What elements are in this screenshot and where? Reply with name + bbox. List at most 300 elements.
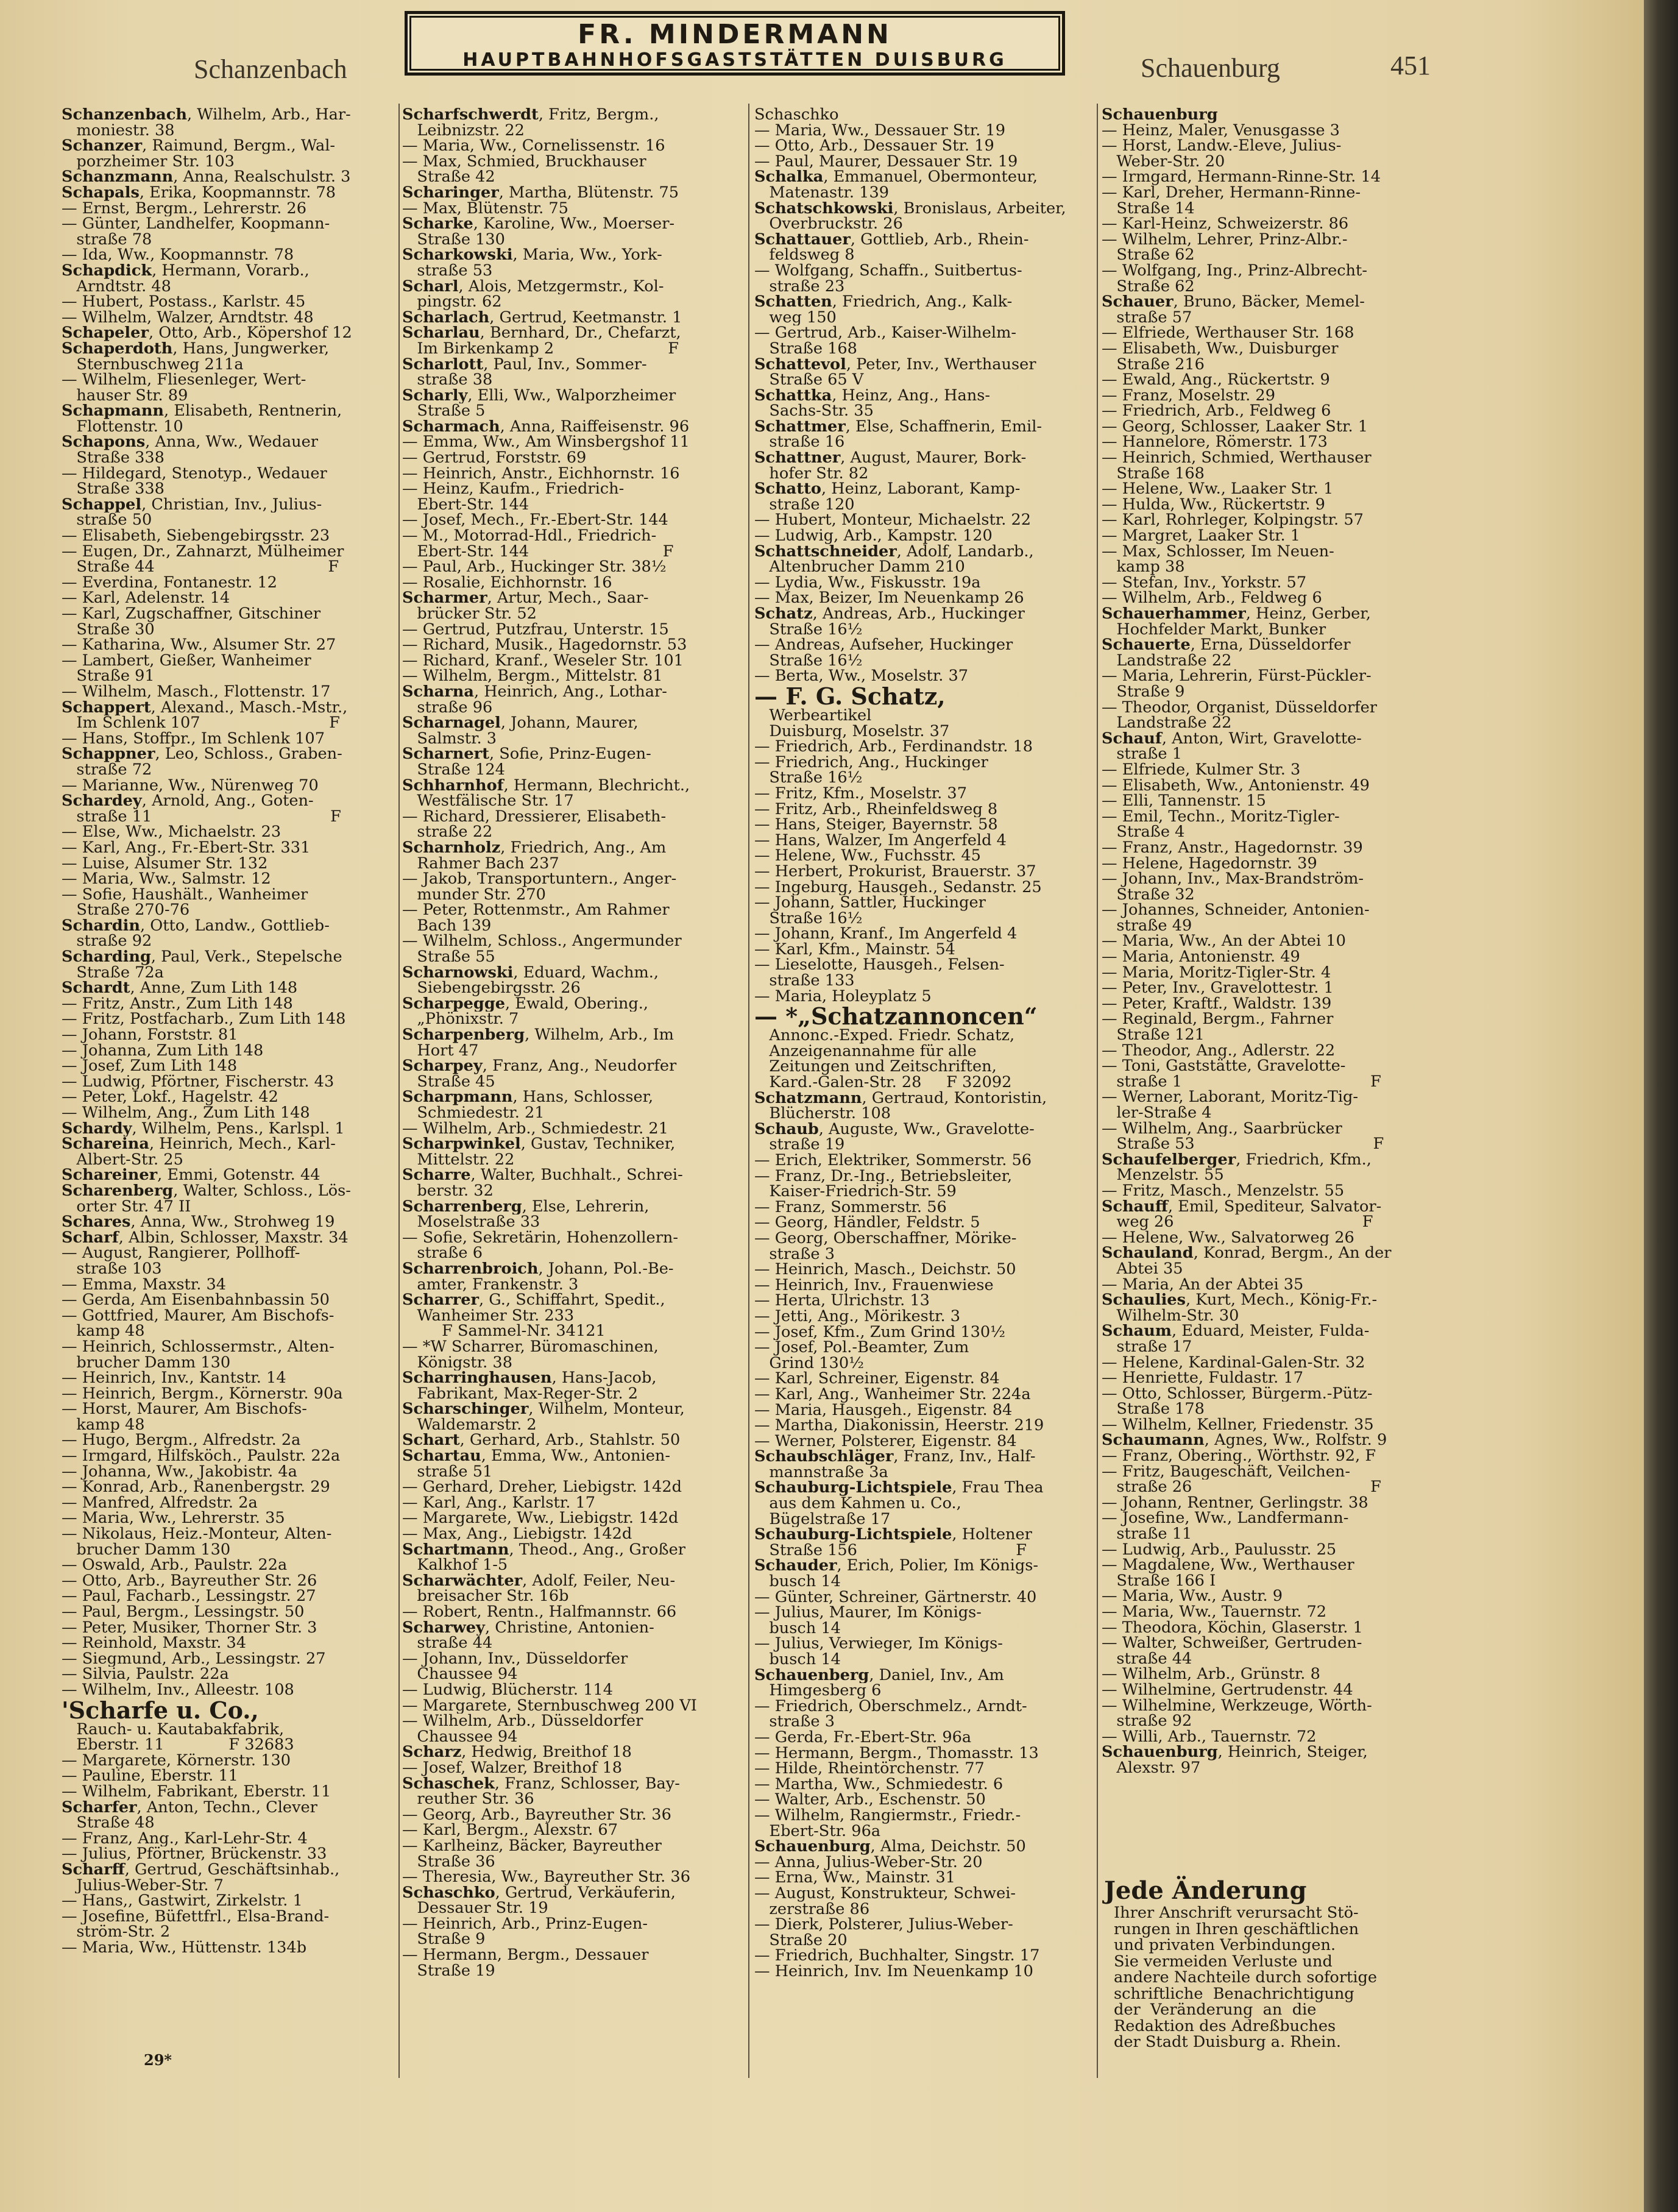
directory-entry: Schatschkowski, Bronislaus, Arbeiter, [754,200,1066,217]
directory-entry: straße 26 F [1102,1480,1381,1495]
directory-entry: — Sofie, Sekretärin, Hohenzollern- [402,1230,679,1246]
directory-entry: busch 14 [754,1574,841,1590]
directory-entry: „Phönixstr. 7 [402,1012,519,1028]
directory-entry: 'Scharfe u. Co., [62,1698,259,1722]
directory-entry: — Otto, Schlosser, Bürgerm.-Pütz- [1102,1386,1373,1402]
directory-entry: Schapeler, Otto, Arb., Köpershof 12 [62,325,352,341]
directory-entry: berstr. 32 [402,1183,494,1199]
directory-entry: straße 57 [1102,310,1192,326]
directory-entry: Schaumann, Agnes, Ww., Rolfstr. 9 [1102,1433,1387,1449]
directory-entry: Scharl, Alois, Metzgermstr., Kol- [402,278,664,295]
directory-entry: — Erna, Ww., Mainstr. 31 [754,1870,956,1886]
directory-entry: — Heinrich, Masch., Deichstr. 50 [754,1262,1016,1278]
directory-entry: brucher Damm 130 [62,1542,231,1558]
directory-entry: Scharlott, Paul, Inv., Sommer- [402,356,647,373]
directory-entry: Kaiser-Friedrich-Str. 59 [754,1184,957,1200]
directory-entry: — Heinz, Maler, Venusgasse 3 [1102,122,1340,139]
directory-entry: Scharnholz, Friedrich, Ang., Am [402,840,667,856]
directory-entry: busch 14 [754,1652,841,1668]
directory-entry: — Maria, Ww., Lehrerstr. 35 [62,1511,285,1527]
directory-entry: straße 92 [62,934,152,950]
directory-entry: feldsweg 8 [754,247,855,263]
directory-entry: — Franz, Obering., Wörthstr. 92, F [1102,1448,1376,1464]
directory-entry: kamp 38 [1102,559,1185,575]
directory-entry: Im Birkenkamp 2 F [402,341,679,357]
directory-entry: straße 78 [62,232,152,248]
directory-entry: straße 133 [754,973,855,989]
directory-entry: — Karl, Dreher, Hermann-Rinne- [1102,185,1361,201]
directory-entry: Wanheimer Str. 233 [402,1308,575,1324]
directory-entry: — Lambert, Gießer, Wanheimer [62,653,311,669]
directory-entry: — Maria, Lehrerin, Fürst-Pückler- [1102,668,1372,684]
directory-entry: — Robert, Rentn., Halfmannstr. 66 [402,1604,677,1620]
directory-entry: breisacher Str. 16b [402,1589,569,1604]
directory-entry: hofer Str. 82 [754,466,869,482]
directory-entry: Menzelstr. 55 [1102,1168,1224,1183]
directory-entry: — Max, Schlosser, Im Neuen- [1102,544,1334,560]
directory-entry: Schanzenbach, Wilhelm, Arb., Har- [62,107,351,123]
directory-entry: straße 19 [754,1137,845,1153]
directory-entry: — Margret, Laaker Str. 1 [1102,528,1301,544]
directory-entry: — Wilhelm, Lehrer, Prinz-Albr.- [1102,232,1348,248]
column-3 [754,107,1092,1979]
directory-entry: — Stefan, Inv., Yorkstr. 57 [1102,575,1307,591]
directory-entry: Eberstr. 11 F 32683 [62,1737,294,1753]
directory-entry: straße 3 [754,1246,835,1263]
directory-entry: — Maria, Ww., Austr. 9 [1102,1589,1283,1604]
directory-entry: — F. G. Schatz, [754,684,946,708]
notice-line: der Veränderung an die [1114,2001,1317,2019]
directory-entry: — Paul, Bergm., Lessingstr. 50 [62,1604,305,1620]
directory-entry: Schattka, Heinz, Ang., Hans- [754,388,990,404]
directory-entry: — Dierk, Polsterer, Julius-Weber- [754,1917,1013,1933]
directory-entry: — Maria, Antonienstr. 49 [1102,949,1300,965]
directory-entry: Straße 48 [62,1815,155,1831]
directory-entry: — Georg, Händler, Feldstr. 5 [754,1215,980,1231]
notice-line: andere Nachteile durch sofortige [1114,1968,1378,1987]
directory-entry: — Silvia, Paulstr. 22a [62,1667,229,1682]
directory-entry: Straße 16½ [754,653,863,669]
directory-entry: — Karl, Zugschaffner, Gitschiner [62,606,321,622]
directory-entry: Julius-Weber-Str. 7 [62,1877,224,1894]
directory-entry: brücker Str. 52 [402,606,537,622]
directory-entry: — Peter, Inv., Gravelottestr. 1 [1102,980,1334,996]
directory-entry: — Helene, Kardinal-Galen-Str. 32 [1102,1355,1365,1371]
directory-entry: — Günter, Schreiner, Gärtnerstr. 40 [754,1589,1037,1606]
directory-entry: — Ingeburg, Hausgeh., Sedanstr. 25 [754,879,1042,896]
notice-line: rungen in Ihren geschäftlichen [1114,1920,1359,1938]
directory-entry: Scharding, Paul, Verk., Stepelsche [62,949,342,965]
directory-entry: Straße 44 F [62,559,339,575]
directory-entry: Schattschneider, Adolf, Landarb., [754,544,1034,560]
directory-entry: straße 6 [402,1246,483,1261]
directory-entry: Scharre, Walter, Buchhalt., Schrei- [402,1168,683,1183]
directory-entry: Scharrenbroich, Johann, Pol.-Be- [402,1261,674,1277]
directory-entry: Schatto, Heinz, Laborant, Kamp- [754,481,1021,497]
directory-entry: Himgesberg 6 [754,1683,882,1699]
directory-entry: — Margarete, Körnerstr. 130 [62,1753,291,1769]
directory-entry: Scharenberg, Walter, Schloss., Lös- [62,1183,351,1199]
directory-entry: Schaschko [754,107,839,123]
directory-entry: — Wilhelm, Fabrikant, Eberstr. 11 [62,1784,331,1800]
directory-entry: — Erich, Elektriker, Sommerstr. 56 [754,1153,1032,1169]
directory-entry: — Martha, Diakonissin, Heerstr. 219 [754,1418,1044,1434]
directory-entry: Schanzer, Raimund, Bergm., Wal- [62,138,336,154]
directory-entry: pingstr. 62 [402,294,502,310]
directory-entry: Schharnhof, Hermann, Blechricht., [402,778,690,794]
directory-entry: — M., Motorrad-Hdl., Friedrich- [402,528,657,544]
directory-entry: Schauder, Erich, Polier, Im Königs- [754,1558,1038,1575]
directory-entry: Schanzmann, Anna, Realschulstr. 3 [62,169,351,185]
directory-entry: — Johann, Inv., Max-Brandström- [1102,871,1364,887]
directory-entry: Grind 130½ [754,1355,864,1372]
page-number: 451 [1390,51,1431,80]
directory-entry: Straße 9 [1102,684,1185,700]
directory-entry: — Gottfried, Maurer, Am Bischofs- [62,1308,335,1324]
directory-entry: — Hannelore, Römerstr. 173 [1102,434,1328,451]
directory-entry: Straße 14 [1102,200,1195,217]
change-notice [1104,1877,1438,2051]
directory-entry: — Walter, Arb., Eschenstr. 50 [754,1792,986,1808]
directory-entry: kamp 48 [62,1324,145,1339]
directory-entry: — Josefine, Büfettfrl., Elsa-Brand- [62,1909,330,1925]
running-head-left: Schanzenbach [194,54,347,84]
directory-entry: Schauenberg, Daniel, Inv., Am [754,1667,1004,1684]
directory-entry: Schauburg-Lichtspiele, Holtener [754,1527,1032,1543]
notice-line: und privaten Verbindungen. [1114,1936,1336,1954]
directory-entry: Schattner, August, Maurer, Bork- [754,450,1027,466]
column-2 [402,107,740,1979]
directory-entry: Schatten, Friedrich, Ang., Kalk- [754,294,1013,310]
directory-entry: Schaubschläger, Franz, Inv., Half- [754,1449,1036,1465]
directory-entry: Scharfer, Anton, Techn., Clever [62,1799,317,1816]
directory-entry: Straße 168 [1102,466,1205,482]
directory-entry: — Max, Blütenstr. 75 [402,200,568,217]
directory-entry: — Paul, Maurer, Dessauer Str. 19 [754,154,1018,170]
directory-entry: — Gerda, Fr.-Ebert-Str. 96a [754,1729,972,1746]
directory-entry: — Maria, Ww., Hüttenstr. 134b [62,1940,307,1956]
directory-entry: Scharly, Elli, Ww., Walporzheimer [402,388,676,404]
directory-entry: — Emma, Ww., Am Winsbergshof 11 [402,434,690,451]
directory-entry: — Wilhelm, Rangiermstr., Friedr.- [754,1807,1021,1824]
directory-entry: — Walter, Schweißer, Gertruden- [1102,1636,1362,1651]
directory-entry: Flottenstr. 10 [62,419,183,435]
directory-entry: — Irmgard, Hilfsköch., Paulstr. 22a [62,1448,341,1464]
directory-entry: Weber-Str. 20 [1102,154,1225,170]
directory-entry: — Herta, Ulrichstr. 13 [754,1293,930,1309]
directory-entry: Anzeigenannahme für alle [754,1043,977,1060]
directory-entry: — Jakob, Transportuntern., Anger- [402,871,677,887]
directory-entry: — Maria, Moritz-Tigler-Str. 4 [1102,965,1331,981]
directory-entry: — Margarete, Sternbuschweg 200 VI [402,1698,697,1714]
directory-entry: — Friedrich, Oberschmelz., Arndt- [754,1698,1027,1715]
directory-entry: Schaufelberger, Friedrich, Kfm., [1102,1152,1372,1168]
directory-entry: Schardt, Anne, Zum Lith 148 [62,980,298,996]
directory-entry: Schardey, Arnold, Ang., Goten- [62,793,314,809]
directory-entry: Schauenburg, Alma, Deichstr. 50 [754,1839,1026,1855]
directory-entry: Scharpey, Franz, Ang., Neudorfer [402,1058,677,1074]
directory-entry: — Karl, Ang., Fr.-Ebert-Str. 331 [62,840,311,856]
directory-entry: — Karl, Ang., Wanheimer Str. 224a [754,1386,1031,1403]
directory-entry: Overbruckstr. 26 [754,216,903,232]
directory-entry: zerstraße 86 [754,1901,870,1918]
directory-entry: — Heinrich, Inv., Kantstr. 14 [62,1370,286,1386]
directory-entry: — Hans, Stoffpr., Im Schlenk 107 [62,731,325,747]
directory-entry: Im Schlenk 107 F [62,715,340,731]
directory-entry: orter Str. 47 II [62,1199,191,1215]
directory-entry: — Johannes, Schneider, Antonien- [1102,902,1370,918]
directory-entry: — Josef, Kfm., Zum Grind 130½ [754,1324,1005,1341]
directory-entry: — Werner, Polsterer, Eigenstr. 84 [754,1433,1017,1450]
directory-entry: Schappner, Leo, Schloss., Graben- [62,746,342,762]
directory-entry: Straße 166 I [1102,1573,1216,1589]
directory-entry: Straße 156 F [754,1542,1027,1559]
directory-entry: straße 23 [754,278,845,295]
directory-entry: — Elisabeth, Siebengebirgsstr. 23 [62,528,330,544]
notice-line: Sie vermeiden Verluste und [1114,1952,1333,1971]
directory-entry: — Heinrich, Arb., Prinz-Eugen- [402,1916,648,1932]
directory-entry: — Else, Ww., Michaelstr. 23 [62,824,281,840]
directory-entry: Scharmer, Artur, Mech., Saar- [402,590,649,606]
header-advertisement [405,11,1065,76]
directory-entry: — Elfriede, Kulmer Str. 3 [1102,762,1301,778]
directory-entry: — Johann, Sattler, Huckinger [754,895,986,911]
directory-entry: — Richard, Musik., Hagedornstr. 53 [402,637,687,653]
directory-entry: — Richard, Kranf., Weseler Str. 101 [402,653,684,669]
directory-entry: Straße 42 [402,169,495,185]
directory-entry: — *„Schatzannoncen“ [754,1004,1038,1029]
directory-entry: Westfälische Str. 17 [402,793,574,809]
directory-entry: — Heinrich, Schlossermstr., Alten- [62,1339,335,1355]
directory-entry: Straße 5 [402,403,486,419]
directory-entry: Straße 4 [1102,824,1185,840]
directory-entry: — *W Scharrer, Büromaschinen, [402,1339,659,1355]
directory-entry: — Friedrich, Buchhalter, Singstr. 17 [754,1948,1040,1964]
directory-entry: — Magdalene, Ww., Werthauser [1102,1558,1354,1573]
directory-entry: Schatzmann, Gertraud, Kontoristin, [754,1090,1047,1107]
directory-entry: straße 38 [402,372,493,388]
directory-entry: Scharff, Gertrud, Geschäftsinhab., [62,1862,340,1878]
directory-entry: Landstraße 22 [1102,715,1232,731]
directory-entry: — Johann, Rentner, Gerlingstr. 38 [1102,1495,1368,1511]
directory-entry: — Berta, Ww., Moselstr. 37 [754,668,969,684]
directory-entry: — Gerda, Am Eisenbahnbassin 50 [62,1292,330,1308]
directory-entry: — Emma, Maxstr. 34 [62,1277,227,1293]
directory-entry: — Gertrud, Arb., Kaiser-Wilhelm- [754,325,1017,341]
directory-entry: — Georg, Oberschaffner, Mörike- [754,1230,1017,1247]
directory-entry: Matenastr. 139 [754,185,890,201]
directory-entry: — Heinrich, Bergm., Körnerstr. 90a [62,1386,343,1402]
directory-entry: Kard.-Galen-Str. 28 F 32092 [754,1075,1012,1091]
directory-entry: — Friedrich, Arb., Feldweg 6 [1102,403,1331,419]
directory-entry: Waldemarstr. 2 [402,1417,537,1433]
directory-entry: — Theodor, Ang., Adlerstr. 22 [1102,1043,1336,1059]
directory-entry: — Willi, Arb., Tauernstr. 72 [1102,1729,1317,1745]
directory-entry: — Gertrud, Forststr. 69 [402,450,587,466]
directory-entry: Scharmach, Anna, Raiffeisenstr. 96 [402,419,690,435]
directory-entry: — Karl, Schreiner, Eigenstr. 84 [754,1371,1000,1387]
directory-entry: Scharke, Karoline, Ww., Moerser- [402,216,675,232]
directory-entry: — Georg, Arb., Bayreuther Str. 36 [402,1807,671,1823]
directory-entry: straße 16 [754,434,845,451]
directory-entry: — Julius, Verwieger, Im Königs- [754,1636,1003,1652]
directory-entry: — Hubert, Monteur, Michaelstr. 22 [754,512,1032,529]
column-rule [748,104,749,2078]
directory-entry: Altenbrucher Damm 210 [754,559,965,575]
directory-entry: Scharlau, Bernhard, Dr., Chefarzt, [402,325,681,341]
directory-entry: — Julius, Maurer, Im Königs- [754,1605,982,1621]
directory-entry: Mittelstr. 22 [402,1152,515,1168]
directory-entry: Schappel, Christian, Inv., Julius- [62,497,322,513]
notice-line: Ihrer Anschrift verursacht Stö- [1114,1904,1359,1922]
directory-entry: Hochfelder Markt, Bunker [1102,622,1326,638]
directory-entry: Schatz, Andreas, Arb., Huckinger [754,606,1025,622]
directory-entry: brucher Damm 130 [62,1355,231,1371]
directory-entry: Straße 9 [402,1932,486,1948]
directory-entry: — Helene, Ww., Laaker Str. 1 [1102,481,1334,497]
directory-entry: — Marianne, Ww., Nürenweg 70 [62,778,319,794]
directory-entry: — Josef, Zum Lith 148 [62,1058,238,1074]
directory-entry: straße 51 [402,1464,493,1480]
directory-entry: Bach 139 [402,918,492,934]
directory-entry: — Sofie, Haushält., Wanheimer [62,887,308,903]
directory-entry: Straße 168 [754,341,857,357]
directory-entry: — Horst, Landw.-Eleve, Julius- [1102,138,1342,154]
directory-entry: — Gertrud, Putzfrau, Unterstr. 15 [402,622,669,638]
directory-entry: Scharlach, Gertrud, Keetmanstr. 1 [402,310,682,326]
directory-entry: — Hildegard, Stenotyp., Wedauer [62,466,327,482]
directory-entry: — Wilhelm, Ang., Zum Lith 148 [62,1105,310,1121]
directory-entry: Schauerhammer, Heinz, Gerber, [1102,606,1371,622]
directory-entry: Scharf, Albin, Schlosser, Maxstr. 34 [62,1230,349,1246]
directory-entry: Schauff, Emil, Spediteur, Salvator- [1102,1199,1382,1215]
directory-entry: — Johanna, Zum Lith 148 [62,1043,264,1059]
directory-entry: Ebert-Str. 96a [754,1823,881,1840]
directory-entry: — Heinrich, Inv., Frauenwiese [754,1277,994,1294]
signature-mark: 29* [144,2051,172,2069]
directory-entry: — Friedrich, Arb., Ferdinandstr. 18 [754,739,1033,755]
directory-entry: straße 44 [402,1636,493,1651]
directory-entry: — Wilhelmine, Werkzeuge, Wörth- [1102,1698,1372,1714]
directory-entry: Straße 216 [1102,356,1205,373]
directory-entry: Duisburg, Moselstr. 37 [754,723,950,740]
directory-entry: — Fritz, Postfacharb., Zum Lith 148 [62,1012,346,1028]
directory-entry: straße 120 [754,497,855,513]
directory-entry: — Maria, An der Abtei 35 [1102,1277,1304,1293]
directory-entry: — Johann, Inv., Düsseldorfer [402,1651,628,1667]
directory-entry: — Ludwig, Arb., Paulusstr. 25 [1102,1542,1337,1558]
directory-entry: Chaussee 94 [402,1729,518,1745]
directory-entry: Leibnizstr. 22 [402,122,525,139]
directory-entry: Straße 19 [402,1963,495,1979]
directory-entry: — Josef, Pol.-Beamter, Zum [754,1340,969,1356]
directory-entry: busch 14 [754,1620,841,1637]
directory-entry: — Pauline, Eberstr. 11 [62,1768,238,1784]
directory-entry: F Sammel-Nr. 34121 [402,1324,606,1339]
directory-entry: — Paul, Arb., Huckinger Str. 38½ [402,559,667,575]
directory-entry: Scharrer, G., Schiffahrt, Spedit., [402,1292,665,1308]
directory-entry: — Johann, Kranf., Im Angerfeld 4 [754,926,1018,942]
directory-entry: Schaub, Auguste, Ww., Gravelotte- [754,1121,1035,1138]
directory-entry: Werbeartikel [754,707,872,724]
directory-entry: — Wilhelm, Arb., Grünstr. 8 [1102,1667,1320,1682]
directory-entry: — Maria, Holeyplatz 5 [754,988,932,1005]
directory-entry: — Heinrich, Schmied, Werthauser [1102,450,1372,466]
directory-entry: — Martha, Ww., Schmiedestr. 6 [754,1776,1004,1793]
directory-entry: straße 49 [1102,918,1192,934]
directory-entry: — Hilde, Rheintörchenstr. 77 [754,1761,985,1777]
directory-entry: — Julius, Pförtner, Brückenstr. 33 [62,1846,327,1862]
directory-entry: — Karl, Rohrleger, Kolpingstr. 57 [1102,512,1364,529]
directory-entry: Siebengebirgsstr. 26 [402,980,581,996]
directory-entry: Schaum, Eduard, Meister, Fulda- [1102,1324,1370,1339]
directory-entry: Schapals, Erika, Koopmannstr. 78 [62,185,336,201]
directory-entry: Kalkhof 1-5 [402,1558,508,1573]
directory-entry: Albert-Str. 25 [62,1152,183,1168]
directory-entry: — Henriette, Fuldastr. 17 [1102,1370,1303,1386]
notice-line: schriftliche Benachrichtigung [1114,1984,1354,2003]
directory-entry: — Hermann, Bergm., Thomasstr. 13 [754,1745,1039,1762]
directory-entry: ler-Straße 4 [1102,1105,1212,1121]
directory-entry: aus dem Kahmen u. Co., [754,1496,961,1512]
directory-entry: — Theodora, Köchin, Glaserstr. 1 [1102,1620,1363,1636]
directory-entry: — Fritz, Anstr., Zum Lith 148 [62,996,293,1012]
directory-entry: straße 72 [62,762,152,778]
directory-entry: Arndtstr. 48 [62,278,171,295]
directory-entry: Schartmann, Theod., Ang., Großer [402,1542,685,1558]
directory-entry: Straße 62 [1102,247,1195,263]
directory-entry: — Hugo, Bergm., Alfredstr. 2a [62,1433,301,1449]
directory-entry: — Jetti, Ang., Mörikestr. 3 [754,1308,961,1325]
directory-entry: — Ludwig, Pförtner, Fischerstr. 43 [62,1074,335,1090]
directory-entry: — Otto, Arb., Dessauer Str. 19 [754,138,994,154]
directory-entry: — Manfred, Alfredstr. 2a [62,1495,258,1511]
directory-entry: Salmstr. 3 [402,731,497,747]
notice-title: Jede Änderung [1104,1876,1307,1905]
directory-entry: weg 26 F [1102,1214,1373,1230]
directory-entry: Schardin, Otto, Landw., Gottlieb- [62,918,330,934]
directory-entry: — Karl-Heinz, Schweizerstr. 86 [1102,216,1349,232]
directory-entry: — Emil, Techn., Moritz-Tigler- [1102,809,1340,825]
directory-entry: — Hans,, Gastwirt, Zirkelstr. 1 [62,1893,303,1909]
directory-entry: Sternbuschweg 211a [62,356,244,373]
directory-entry: — Maria, Ww., An der Abtei 10 [1102,934,1346,950]
directory-entry: — Maria, Hausgeh., Eigenstr. 84 [754,1402,1013,1419]
directory-entry: Schardy, Wilhelm, Pens., Karlspl. 1 [62,1121,345,1137]
directory-entry: — Helene, Ww., Fuchsstr. 45 [754,848,981,864]
directory-entry: Ebert-Str. 144 F [402,544,674,560]
directory-entry: Schauer, Bruno, Bäcker, Memel- [1102,294,1365,310]
directory-entry: — August, Rangierer, Pollhoff- [62,1246,300,1261]
directory-entry: Abtei 35 [1102,1261,1183,1277]
directory-entry: — Peter, Rottenmstr., Am Rahmer [402,902,670,918]
directory-entry: Schauenburg, Heinrich, Steiger, [1102,1745,1368,1760]
directory-entry: — Everdina, Fontanestr. 12 [62,575,277,591]
directory-entry: Schartau, Emma, Ww., Antonien- [402,1448,670,1464]
directory-entry: Schapdick, Hermann, Vorarb., [62,263,310,279]
directory-entry: Schauerte, Erna, Düsseldorfer [1102,637,1351,653]
directory-entry: — Andreas, Aufseher, Huckinger [754,637,1013,653]
directory-entry: — Fritz, Kfm., Moselstr. 37 [754,785,967,802]
directory-entry: — Heinz, Kaufm., Friedrich- [402,481,625,497]
directory-entry: hauser Str. 89 [62,388,188,404]
directory-entry: Scharpenberg, Wilhelm, Arb., Im [402,1027,674,1043]
directory-entry: — Helene, Hagedornstr. 39 [1102,856,1317,872]
directory-entry: Schapons, Anna, Ww., Wedauer [62,434,318,451]
directory-entry: Straße 16½ [754,910,863,927]
directory-entry: Bügelstraße 17 [754,1511,891,1528]
directory-entry: — Paul, Facharb., Lessingstr. 27 [62,1589,316,1604]
